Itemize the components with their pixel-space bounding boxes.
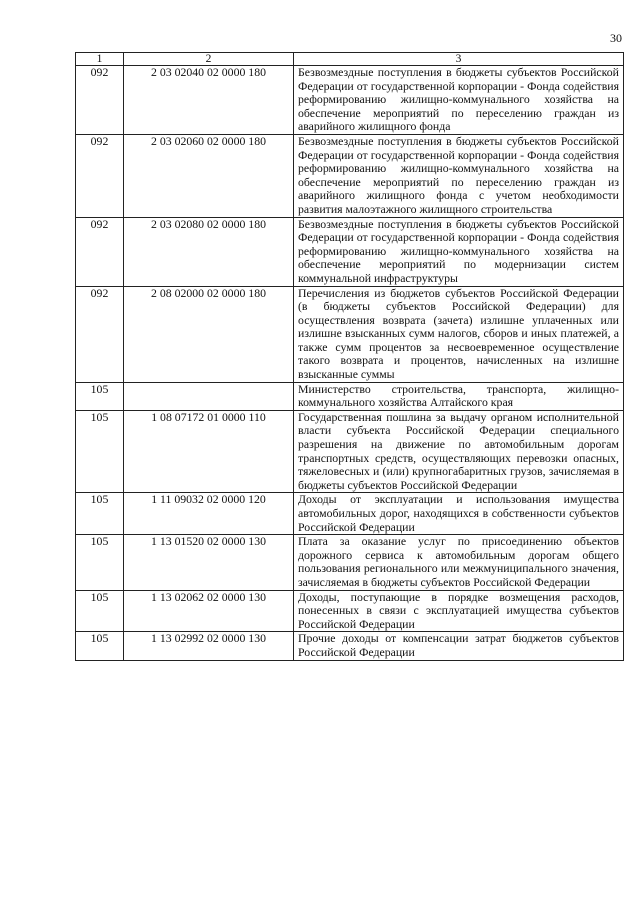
budget-code-cell: 2 08 02000 02 0000 180 <box>124 286 294 382</box>
admin-code-cell: 105 <box>76 410 124 493</box>
budget-code-cell: 2 03 02060 02 0000 180 <box>124 134 294 217</box>
income-name-cell: Безвозмездные поступления в бюджеты субъектов Российской Федерации от государственной корпорации - Фонда содействия реформированию жилищно-коммунального хозяйства на обеспечение мероприятий по модернизации систем коммунальной инфраструктуры <box>294 217 624 286</box>
income-name-cell: Министерство строительства, транспорта, жилищно-коммунального хозяйства Алтайского края <box>294 382 624 410</box>
budget-code-cell: 1 13 01520 02 0000 130 <box>124 535 294 590</box>
income-name-cell: Доходы от эксплуатации и использования имущества автомобильных дорог, находящихся в собственности субъектов Российской Федерации <box>294 493 624 535</box>
admin-code-cell: 092 <box>76 286 124 382</box>
column-header-admin-code: 1 <box>76 53 124 66</box>
income-name-cell: Безвозмездные поступления в бюджеты субъектов Российской Федерации от государственной корпорации - Фонда содействия реформированию жилищно-коммунального хозяйства на обеспечение мероприятий по переселению граждан из аварийного жилищного фонда с учетом необходимости развития малоэтажного жилищного строительства <box>294 134 624 217</box>
admin-code-cell: 105 <box>76 382 124 410</box>
table-row <box>76 535 624 590</box>
table-row <box>76 590 624 632</box>
budget-code-cell: 1 13 02062 02 0000 130 <box>124 590 294 632</box>
admin-code-cell: 105 <box>76 493 124 535</box>
budget-classification-table <box>75 52 624 661</box>
table-row <box>76 217 624 286</box>
table-row <box>76 286 624 382</box>
budget-code-cell: 2 03 02040 02 0000 180 <box>124 66 294 135</box>
admin-code-cell: 105 <box>76 535 124 590</box>
column-header-income-name: 3 <box>294 53 624 66</box>
income-name-cell: Прочие доходы от компенсации затрат бюджетов субъектов Российской Федерации <box>294 632 624 660</box>
admin-code-cell: 092 <box>76 217 124 286</box>
budget-code-cell: 1 11 09032 02 0000 120 <box>124 493 294 535</box>
table-row <box>76 134 624 217</box>
table-body <box>76 66 624 661</box>
column-header-budget-code: 2 <box>124 53 294 66</box>
income-name-cell: Доходы, поступающие в порядке возмещения расходов, понесенных в связи с эксплуатацией имущества субъектов Российской Федерации <box>294 590 624 632</box>
income-name-cell: Перечисления из бюджетов субъектов Российской Федерации (в бюджеты субъектов Российской Федерации) для осуществления возврата (зачета) излишне уплаченных или излишне взысканных сумм налогов, сборов и иных платежей, а также сумм процентов за несвоевременное осуществление такого возврата и процентов, начисленных на излишне взысканные суммы <box>294 286 624 382</box>
income-name-cell: Плата за оказание услуг по присоединению объектов дорожного сервиса к автомобильным дорогам общего пользования регионального или межмуниципального значения, зачисляемая в бюджеты субъектов Российской Федерации <box>294 535 624 590</box>
budget-code-cell: 1 13 02992 02 0000 130 <box>124 632 294 660</box>
table-row <box>76 410 624 493</box>
budget-code-cell: 2 03 02080 02 0000 180 <box>124 217 294 286</box>
table-header-row <box>76 53 624 66</box>
admin-code-cell: 092 <box>76 134 124 217</box>
table-row <box>76 493 624 535</box>
income-name-cell: Государственная пошлина за выдачу органом исполнительной власти субъекта Российской Федерации специального разрешения на движение по автомобильным дорогам транспортных средств, осуществляющих перевозки опасных, тяжеловесных и (или) крупногабаритных грузов, зачисляемая в бюджеты субъектов Российской Федерации <box>294 410 624 493</box>
table-row <box>76 382 624 410</box>
table-row <box>76 632 624 660</box>
page-number: 30 <box>610 31 622 45</box>
admin-code-cell: 105 <box>76 590 124 632</box>
budget-code-cell <box>124 382 294 410</box>
income-name-cell: Безвозмездные поступления в бюджеты субъектов Российской Федерации от государственной корпорации - Фонда содействия реформированию жилищно-коммунального хозяйства на обеспечение мероприятий по переселению граждан из аварийного жилищного фонда <box>294 66 624 135</box>
admin-code-cell: 105 <box>76 632 124 660</box>
table-row <box>76 66 624 135</box>
budget-code-cell: 1 08 07172 01 0000 110 <box>124 410 294 493</box>
admin-code-cell: 092 <box>76 66 124 135</box>
